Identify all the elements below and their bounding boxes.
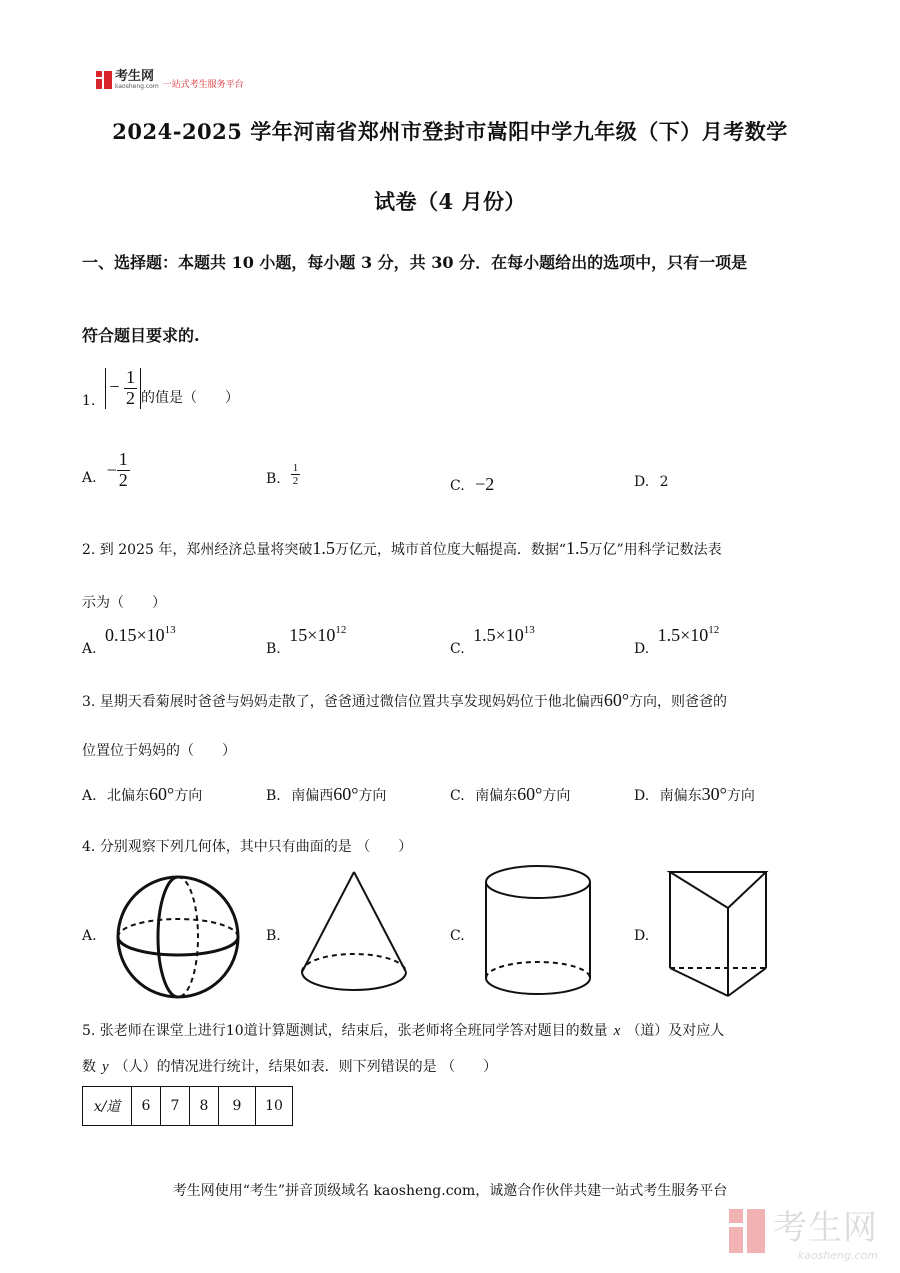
- q1-option-b[interactable]: [266, 462, 300, 487]
- q1-tail: 的值是（ ）: [140, 389, 239, 406]
- q1-absolute-value: [105, 368, 141, 409]
- q2-option-a[interactable]: [82, 624, 176, 657]
- q3-d-label: D.: [634, 788, 650, 804]
- q3-option-a[interactable]: [82, 784, 202, 805]
- sphere-meridian-front: [158, 877, 178, 997]
- q2-text-c: 万亿”用科学记数法表: [588, 542, 722, 558]
- page-title-line2: 试卷（4 月份）: [374, 189, 526, 214]
- q1-c-label: C.: [450, 478, 465, 494]
- q1-option-d[interactable]: [634, 474, 669, 490]
- q2-a-base: 0.15×10: [105, 625, 165, 645]
- table-row: [83, 1087, 293, 1126]
- sphere-equator-back: [118, 919, 238, 937]
- kaosheng-logo-icon: [96, 71, 112, 89]
- q3-c-deg: 60°: [517, 784, 543, 804]
- q4-b-label[interactable]: B.: [266, 928, 281, 944]
- q1-frac-den: 2: [125, 387, 135, 408]
- logo-brand: 考生网: [115, 69, 155, 84]
- logo-slogan: 一站式考生服务平台: [162, 79, 244, 90]
- q3-c-post: 方向: [542, 788, 571, 804]
- q1-number: 1.: [82, 392, 96, 409]
- q2-text-a: 2. 到 2025 年，郑州经济总量将突破: [82, 542, 313, 558]
- prism-figure: [666, 866, 772, 1002]
- page-title-line1: 2024-2025 学年河南省郑州市登封市嵩阳中学九年级（下）月考数学: [112, 119, 788, 144]
- q2-c-base: 1.5×10: [473, 625, 524, 645]
- prism-top: [670, 872, 766, 908]
- q1-fraction: [124, 368, 137, 409]
- watermark-text: 考生网: [773, 1208, 878, 1248]
- q1-c-value: −2: [475, 474, 495, 494]
- question-1: [82, 368, 239, 409]
- question-5: [82, 1020, 724, 1040]
- watermark-domain: kaosheng.com: [797, 1249, 878, 1262]
- q3-a-pre: 北偏东: [107, 788, 150, 804]
- watermark: [729, 1200, 878, 1262]
- question-2-cont: 示为（ ）: [82, 595, 166, 611]
- q2-text-b: 万亿元，城市首位度大幅提高．数据“: [334, 542, 566, 558]
- question-5-cont: [82, 1056, 497, 1076]
- cone-base-front: [302, 972, 406, 990]
- q2-a-label: A.: [82, 641, 97, 657]
- q3-b-label: B.: [266, 788, 281, 804]
- cylinder-base-back: [486, 962, 590, 978]
- q1-d-label: D.: [634, 474, 650, 490]
- q4-c-label[interactable]: C.: [450, 928, 465, 944]
- q2-math-2: 1.5: [566, 538, 589, 558]
- q3-c-pre: 南偏东: [475, 788, 518, 804]
- q1-a-label: A.: [82, 470, 97, 487]
- prism-base-right: [728, 968, 766, 996]
- q4-a-label[interactable]: A.: [82, 928, 97, 944]
- q3-option-b[interactable]: [266, 784, 386, 805]
- sphere-equator-front: [118, 937, 238, 955]
- q2-option-d[interactable]: [634, 624, 720, 657]
- q3-d-deg: 30°: [701, 784, 727, 804]
- q3-b-deg: 60°: [333, 784, 359, 804]
- q2-option-c[interactable]: [450, 624, 535, 657]
- table-cell: 6: [132, 1087, 161, 1126]
- q4-d-label[interactable]: D.: [634, 928, 650, 944]
- q3-d-pre: 南偏东: [659, 788, 702, 804]
- table-cell: 8: [190, 1087, 219, 1126]
- question-3-cont: 位置位于妈妈的（ ）: [82, 743, 236, 759]
- cone-side-left: [302, 872, 354, 972]
- q3-text-a: 3. 星期天看菊展时爸爸与妈妈走散了，爸爸通过微信位置共享发现妈妈位于他北偏西: [82, 694, 604, 710]
- section-heading: 一、选择题：本题共 10 小题，每小题 3 分，共 30 分．在每小题给出的选项中，只有一项是: [82, 253, 748, 272]
- table-cell: 9: [219, 1087, 256, 1126]
- question-2: [82, 538, 722, 559]
- table-cell: 10: [256, 1087, 293, 1126]
- q2-c-label: C.: [450, 641, 465, 657]
- q1-a-minus: −: [106, 459, 117, 480]
- q1-minus: −: [109, 376, 120, 397]
- question-3: [82, 690, 727, 711]
- q1-b-label: B.: [266, 470, 281, 487]
- q2-a-exp: 13: [164, 624, 176, 636]
- q3-option-c[interactable]: [450, 784, 570, 805]
- q5-var-x: x: [613, 1023, 621, 1039]
- cylinder-figure: [482, 862, 594, 1002]
- q3-b-post: 方向: [358, 788, 387, 804]
- watermark-logo-icon: [729, 1209, 767, 1253]
- q1-frac-num: 1: [125, 367, 135, 387]
- page-footer: 考生网使用“考生”拼音顶级域名 kaosheng.com，诚邀合作伙伴共建一站式考生服务平台: [172, 1183, 728, 1199]
- q1-option-a[interactable]: [82, 450, 130, 491]
- cylinder-base-front: [486, 978, 590, 994]
- sphere-outline: [118, 877, 238, 997]
- q1-b-den: 2: [292, 475, 299, 488]
- q3-d-post: 方向: [726, 788, 755, 804]
- q5-count: 10: [225, 1023, 244, 1039]
- q2-d-base: 1.5×10: [657, 625, 709, 645]
- sphere-meridian-back: [178, 877, 198, 997]
- q2-math-1: 1.5: [312, 538, 335, 558]
- q2-d-exp: 12: [708, 624, 720, 636]
- q1-a-fraction: [117, 450, 130, 491]
- cylinder-top: [486, 866, 590, 898]
- q1-b-num: 1: [292, 462, 299, 474]
- q5-text-a: 5. 张老师在课堂上进行: [82, 1023, 226, 1039]
- q3-degree: 60°: [603, 690, 630, 710]
- q3-option-d[interactable]: [634, 784, 755, 805]
- table-cell: 7: [161, 1087, 190, 1126]
- site-logo: [96, 70, 244, 90]
- q5-table: [82, 1086, 293, 1126]
- table-header-cell: x/道: [83, 1087, 132, 1126]
- q2-b-exp: 12: [335, 624, 347, 636]
- q5-text-c: （道）及对应人: [626, 1023, 725, 1039]
- q3-c-label: C.: [450, 788, 465, 804]
- q5-text-b: 道计算题测试，结束后，张老师将全班同学答对题目的数量: [243, 1023, 608, 1039]
- q5-var-y: y: [102, 1059, 109, 1075]
- q1-a-den: 2: [118, 469, 128, 490]
- sphere-figure: [110, 874, 246, 1000]
- q1-b-fraction: [291, 462, 301, 487]
- q2-option-b[interactable]: [266, 624, 347, 657]
- q2-b-label: B.: [266, 641, 281, 657]
- section-heading-cont: 符合题目要求的.: [82, 326, 200, 345]
- q2-d-label: D.: [634, 641, 650, 657]
- q3-a-post: 方向: [174, 788, 203, 804]
- question-4: 4. 分别观察下列几何体，其中只有曲面的是 （ ）: [82, 839, 413, 855]
- prism-base-left: [670, 968, 728, 996]
- q3-text-b: 方向，则爸爸的: [629, 694, 728, 710]
- q1-d-value: 2: [659, 474, 669, 490]
- q5-text-e: （人）的情况进行统计，结果如表．则下列错误的是 （ ）: [114, 1059, 498, 1075]
- q3-b-pre: 南偏西: [291, 788, 334, 804]
- q5-text-d: 数: [82, 1059, 96, 1075]
- cone-base-back: [302, 954, 406, 972]
- q2-b-base: 15×10: [289, 625, 336, 645]
- q1-a-num: 1: [118, 449, 128, 469]
- q3-a-deg: 60°: [149, 784, 175, 804]
- logo-domain: kaosheng.com: [115, 83, 159, 90]
- q3-a-label: A.: [82, 788, 97, 804]
- cone-figure: [298, 868, 410, 998]
- q1-option-c[interactable]: [450, 474, 494, 495]
- q2-c-exp: 13: [523, 624, 535, 636]
